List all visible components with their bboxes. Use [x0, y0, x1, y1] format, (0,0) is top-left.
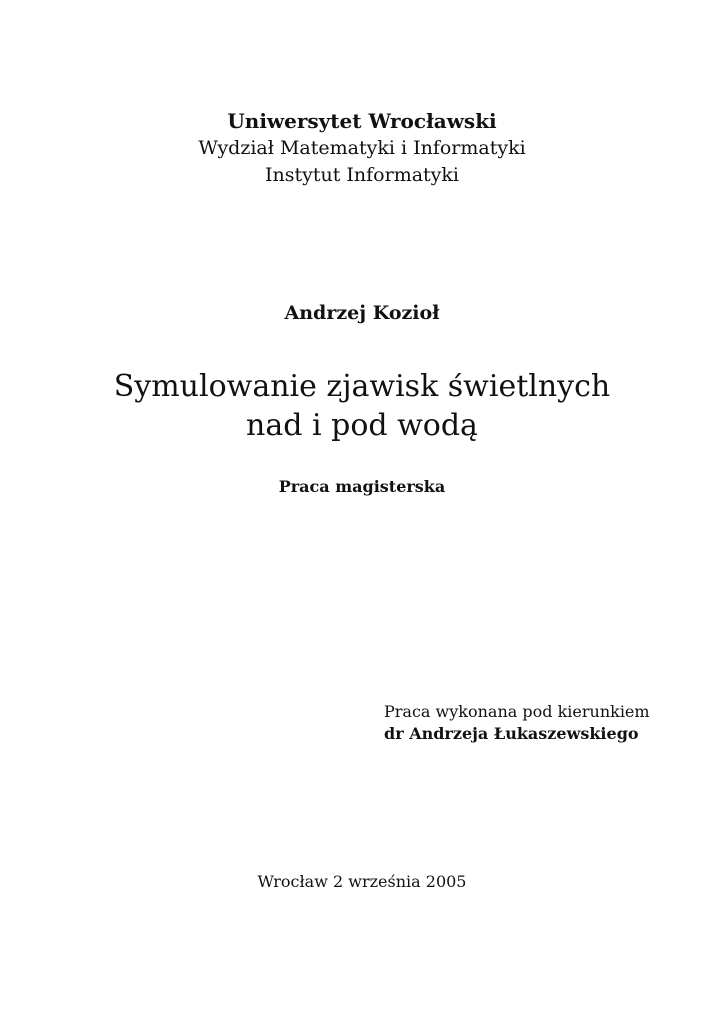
- supervision-block: [384, 701, 684, 745]
- supervisor-name: dr Andrzeja Łukaszewskiego: [384, 724, 639, 743]
- author-name: Andrzej Kozioł: [284, 302, 440, 324]
- place-and-date: Wrocław 2 września 2005: [257, 872, 467, 891]
- faculty-name: Wydział Matematyki i Informatyki: [198, 137, 526, 159]
- thesis-title-line-2: nad i pod wodą: [246, 408, 478, 443]
- thesis-title-line-1: Symulowanie zjawisk świetlnych: [113, 369, 611, 404]
- supervision-note: Praca wykonana pod kierunkiem: [384, 702, 650, 721]
- university-name: Uniwersytet Wrocławski: [227, 109, 497, 133]
- institute-name: Instytut Informatyki: [264, 164, 459, 186]
- thesis-type: Praca magisterska: [278, 477, 446, 496]
